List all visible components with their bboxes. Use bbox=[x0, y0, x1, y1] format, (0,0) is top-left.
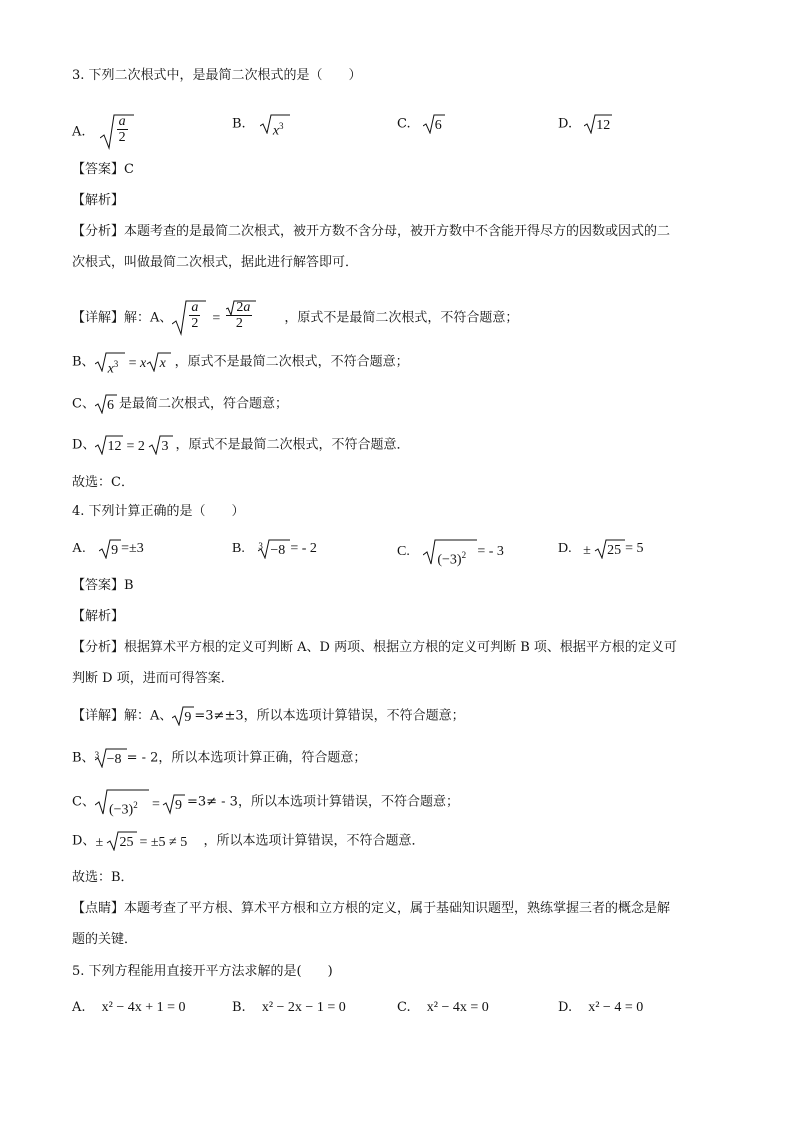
q5-option-a-equation: x² − 4x + 1 = 0 bbox=[101, 1000, 186, 1015]
q3-option-a bbox=[72, 114, 134, 150]
q4-detail-c bbox=[72, 789, 459, 818]
q3-stem: 3. 下列二次根式中，是最简二次根式的是（ ） bbox=[72, 68, 362, 83]
q4-detail-d bbox=[72, 831, 424, 852]
q4-option-a-tail: =±3 bbox=[121, 541, 144, 557]
q4-option-d-tail: = 5 bbox=[625, 541, 644, 557]
q4-detail-c-suffix: =3≠ - 3，所以本选项计算错误，不符合题意； bbox=[186, 794, 459, 810]
q5-option-b-equation: x² − 2x − 1 = 0 bbox=[261, 1000, 346, 1015]
q4-option-b-tail: = - 2 bbox=[290, 541, 317, 557]
q3-detail-a-formula: $\frac{a}{2}$ = $\frac{2a}{2}$ bbox=[172, 300, 284, 336]
q5-option-c-equation: x² − 4x = 0 bbox=[426, 1000, 489, 1015]
q4-analysis-line2: 判断 D 项，进而可得答案． bbox=[72, 671, 234, 686]
q4-detail-c-formula: $(-3)^2$ = 9 bbox=[95, 789, 187, 815]
q3-analysis-line2: 次根式，叫做最简二次根式，据此进行解答即可． bbox=[72, 255, 359, 270]
q3-detail-c bbox=[72, 394, 288, 415]
q3-detail-d bbox=[72, 435, 409, 456]
q3-option-d bbox=[558, 114, 612, 135]
radical-sign-icon bbox=[226, 300, 256, 316]
q4-option-d-label: D. bbox=[558, 541, 572, 557]
q3-option-c-formula: 6 bbox=[423, 114, 445, 134]
q4-detail-b-suffix: = - 2，所以本选项计算正确，符合题意； bbox=[126, 750, 367, 766]
q3-detail-c-formula: 6 bbox=[95, 394, 119, 414]
q4-option-b bbox=[232, 539, 317, 559]
q3-detail-a-prefix: 【详解】解：A、 bbox=[72, 310, 173, 326]
q3-option-a-formula: $\frac{a}{2}$ bbox=[100, 114, 134, 150]
q3-option-d-label: D. bbox=[558, 116, 573, 132]
q5-option-d-equation: x² − 4 = 0 bbox=[588, 1000, 644, 1015]
q4-detail-a-prefix: 【详解】解：A、 bbox=[72, 708, 173, 724]
q3-jiexi-heading: 【解析】 bbox=[72, 193, 125, 208]
q4-option-d bbox=[558, 539, 644, 559]
q4-detail-b bbox=[72, 748, 366, 769]
q5-option-b bbox=[232, 998, 346, 1018]
q3-detail-d-formula: 12 = 2 3 bbox=[95, 435, 175, 455]
q3-detail-b-formula: $x^3$ = x x bbox=[95, 352, 175, 372]
q3-analysis-line1: 【分析】本题考查的是最简二次根式，被开方数不含分母，被开方数中不含能开得尽方的因数或因式的二 bbox=[72, 224, 671, 239]
q3-detail-d-suffix: ，原式不是最简二次根式，不符合题意． bbox=[175, 437, 410, 453]
q5-option-a bbox=[72, 998, 186, 1018]
q4-dianjing-line2: 题的关键． bbox=[72, 932, 138, 947]
q3-choose: 故选：C． bbox=[72, 475, 134, 490]
q3-detail-a bbox=[72, 300, 518, 336]
q4-option-a-radical: 9 bbox=[99, 539, 121, 559]
q4-dianjing-line1: 【点睛】本题考查了平方根、算术平方根和立方根的定义，属于基础知识题型，熟练掌握三者的概念是解 bbox=[72, 901, 671, 916]
q4-answer: 【答案】B bbox=[72, 578, 134, 593]
q3-detail-c-prefix: C、 bbox=[72, 396, 95, 412]
q3-option-a-label: A. bbox=[72, 124, 86, 140]
q3-detail-b-suffix: ，原式不是最简二次根式，不符合题意； bbox=[174, 354, 409, 370]
q3-detail-d-prefix: D、 bbox=[72, 437, 96, 453]
q3-option-b-formula: $x^3$ bbox=[260, 114, 290, 134]
q3-detail-b-prefix: B、 bbox=[72, 354, 95, 370]
q5-option-d-label: D. bbox=[558, 1000, 573, 1015]
q4-option-b-radical: 3 −8 bbox=[258, 539, 290, 559]
q4-detail-d-suffix: ，所以本选项计算错误，不符合题意． bbox=[203, 833, 425, 849]
q4-option-d-radical: ± 25 bbox=[583, 539, 625, 559]
q5-option-a-label: A. bbox=[72, 1000, 86, 1015]
q4-detail-a-radical: 9 bbox=[172, 706, 194, 726]
q4-detail-d-prefix: D、 bbox=[72, 833, 96, 849]
q4-detail-b-radical: 3 −8 bbox=[95, 748, 127, 768]
q4-option-c-tail: = - 3 bbox=[477, 544, 504, 560]
q3-option-c-label: C. bbox=[397, 116, 411, 132]
q5-option-d bbox=[558, 998, 643, 1018]
q4-choose: 故选：B． bbox=[72, 870, 134, 885]
q4-detail-a-suffix: =3≠±3，所以本选项计算错误，不符合题意； bbox=[194, 708, 465, 724]
q4-detail-b-prefix: B、 bbox=[72, 750, 95, 766]
q4-option-c-label: C. bbox=[397, 544, 410, 560]
q3-option-b bbox=[232, 114, 290, 139]
q4-detail-c-prefix: C、 bbox=[72, 794, 95, 810]
q4-analysis-line1: 【分析】根据算术平方根的定义可判断 A、D 两项、根据立方根的定义可判断 B 项、根据平方根的定义可 bbox=[72, 640, 677, 655]
q5-option-b-label: B. bbox=[232, 1000, 246, 1015]
q5-option-c-label: C. bbox=[397, 1000, 411, 1015]
q3-answer: 【答案】C bbox=[72, 162, 134, 177]
q5-stem: 5. 下列方程能用直接开平方法求解的是( ) bbox=[72, 964, 333, 979]
q3-detail-c-suffix: 是最简二次根式，符合题意； bbox=[118, 396, 288, 412]
q3-detail-b bbox=[72, 352, 409, 377]
q3-detail-a-suffix: ，原式不是最简二次根式，不符合题意； bbox=[284, 310, 519, 326]
q4-option-a-label: A. bbox=[72, 541, 86, 557]
q4-option-c-radical: $(-3)^2$ bbox=[423, 539, 477, 565]
q3-option-d-formula: 12 bbox=[584, 114, 612, 134]
q3-option-c bbox=[397, 114, 445, 135]
q4-detail-a bbox=[72, 706, 465, 727]
q3-option-b-label: B. bbox=[232, 116, 246, 132]
q5-option-c bbox=[397, 998, 489, 1018]
q4-jiexi-heading: 【解析】 bbox=[72, 609, 125, 624]
q4-stem: 4. 下列计算正确的是（ ） bbox=[72, 504, 245, 519]
q4-option-a bbox=[72, 539, 144, 559]
q4-option-b-label: B. bbox=[232, 541, 245, 557]
q4-option-c bbox=[397, 539, 504, 568]
q4-detail-d-formula: ± 25 = ±5 ≠ 5 bbox=[95, 831, 203, 851]
